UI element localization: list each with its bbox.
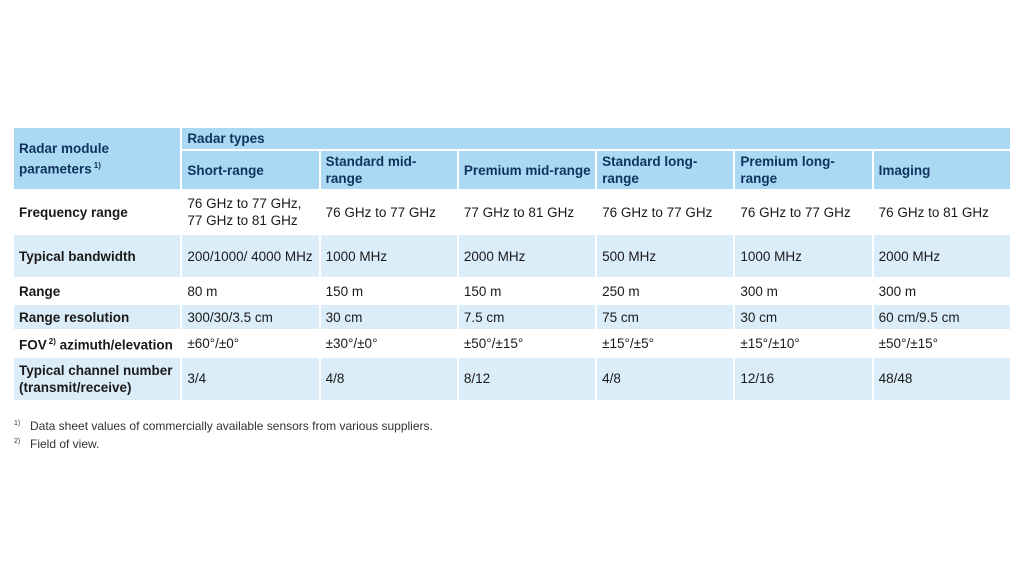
- table-cell: 500 MHz: [597, 235, 733, 277]
- table-cell: 150 m: [321, 279, 457, 303]
- table-cell: ±15°/±10°: [735, 331, 871, 356]
- column-header: Premium mid-range: [459, 151, 595, 189]
- table-row: [14, 331, 1010, 356]
- row-label-text: Range: [19, 283, 61, 299]
- footnote: [14, 437, 99, 451]
- table-header-row: [14, 128, 1010, 149]
- table-cell: 75 cm: [597, 305, 733, 329]
- table-cell: 2000 MHz: [459, 235, 595, 277]
- table-cell: ±15°/±5°: [597, 331, 733, 356]
- table-cell: 76 GHz to 81 GHz: [874, 191, 1010, 233]
- table-cell: 77 GHz to 81 GHz: [459, 191, 595, 233]
- param-header-label: Radar module parameters: [19, 140, 110, 177]
- table-cell: 150 m: [459, 279, 595, 303]
- row-label-tail: azimuth/elevation: [55, 337, 173, 353]
- footnote: [14, 419, 433, 433]
- table-cell: ±30°/±0°: [321, 331, 457, 356]
- table-cell: ±50°/±15°: [874, 331, 1010, 356]
- table-cell: 76 GHz to 77 GHz, 77 GHz to 81 GHz: [182, 191, 318, 233]
- column-header: Standard mid-range: [321, 151, 457, 189]
- row-label: [14, 191, 180, 233]
- footnote-text: Data sheet values of commercially available sensors from various suppliers.: [30, 419, 433, 433]
- footnote-text: Field of view.: [30, 437, 100, 451]
- table-cell: 12/16: [735, 358, 871, 400]
- row-label: [14, 235, 180, 277]
- table-cell: 300 m: [874, 279, 1010, 303]
- table-row: [14, 235, 1010, 277]
- table-cell: 7.5 cm: [459, 305, 595, 329]
- table-cell: 300 m: [735, 279, 871, 303]
- row-label: [14, 305, 180, 329]
- row-label: [14, 358, 180, 400]
- footnote-mark: 2): [14, 438, 21, 445]
- row-label-text: Frequency range: [19, 204, 128, 220]
- table-cell: 3/4: [182, 358, 318, 400]
- table-cell: 30 cm: [735, 305, 871, 329]
- table-cell: 60 cm/9.5 cm: [874, 305, 1010, 329]
- table-cell: 250 m: [597, 279, 733, 303]
- table-row: [14, 191, 1010, 233]
- table-cell: 8/12: [459, 358, 595, 400]
- table-cell: 1000 MHz: [735, 235, 871, 277]
- column-header: Short-range: [182, 151, 318, 189]
- column-header: Premium long-range: [735, 151, 871, 189]
- table-cell: 4/8: [321, 358, 457, 400]
- footnote-mark: 2): [48, 337, 56, 346]
- table-cell: 48/48: [874, 358, 1010, 400]
- table-row: [14, 279, 1010, 303]
- param-header-cell: [14, 128, 180, 189]
- row-label: [14, 279, 180, 303]
- row-label-text: FOV: [19, 337, 47, 353]
- table-cell: 76 GHz to 77 GHz: [735, 191, 871, 233]
- table-cell: 76 GHz to 77 GHz: [597, 191, 733, 233]
- row-label-text: Typical bandwidth: [19, 248, 136, 264]
- table-cell: 200/1000/ 4000 MHz: [182, 235, 318, 277]
- table-cell: 300/30/3.5 cm: [182, 305, 318, 329]
- table-cell: 4/8: [597, 358, 733, 400]
- row-label-text: Range resolution: [19, 309, 130, 325]
- footnote-mark: 1): [14, 420, 21, 427]
- table-cell: ±50°/±15°: [459, 331, 595, 356]
- radar-types-header: Radar types: [182, 128, 1010, 149]
- column-header: Standard long-range: [597, 151, 733, 189]
- row-label-text: Typical channel number (transmit/receive): [19, 362, 173, 395]
- column-header: Imaging: [874, 151, 1010, 189]
- table-cell: 76 GHz to 77 GHz: [321, 191, 457, 233]
- table-cell: ±60°/±0°: [182, 331, 318, 356]
- table-row: [14, 358, 1010, 400]
- table-cell: 80 m: [182, 279, 318, 303]
- table-cell: 2000 MHz: [874, 235, 1010, 277]
- table-row: [14, 305, 1010, 329]
- footnote-mark: 1): [93, 160, 101, 170]
- radar-parameters-table: [12, 126, 1012, 402]
- table-cell: 30 cm: [321, 305, 457, 329]
- row-label: [14, 331, 180, 356]
- table-cell: 1000 MHz: [321, 235, 457, 277]
